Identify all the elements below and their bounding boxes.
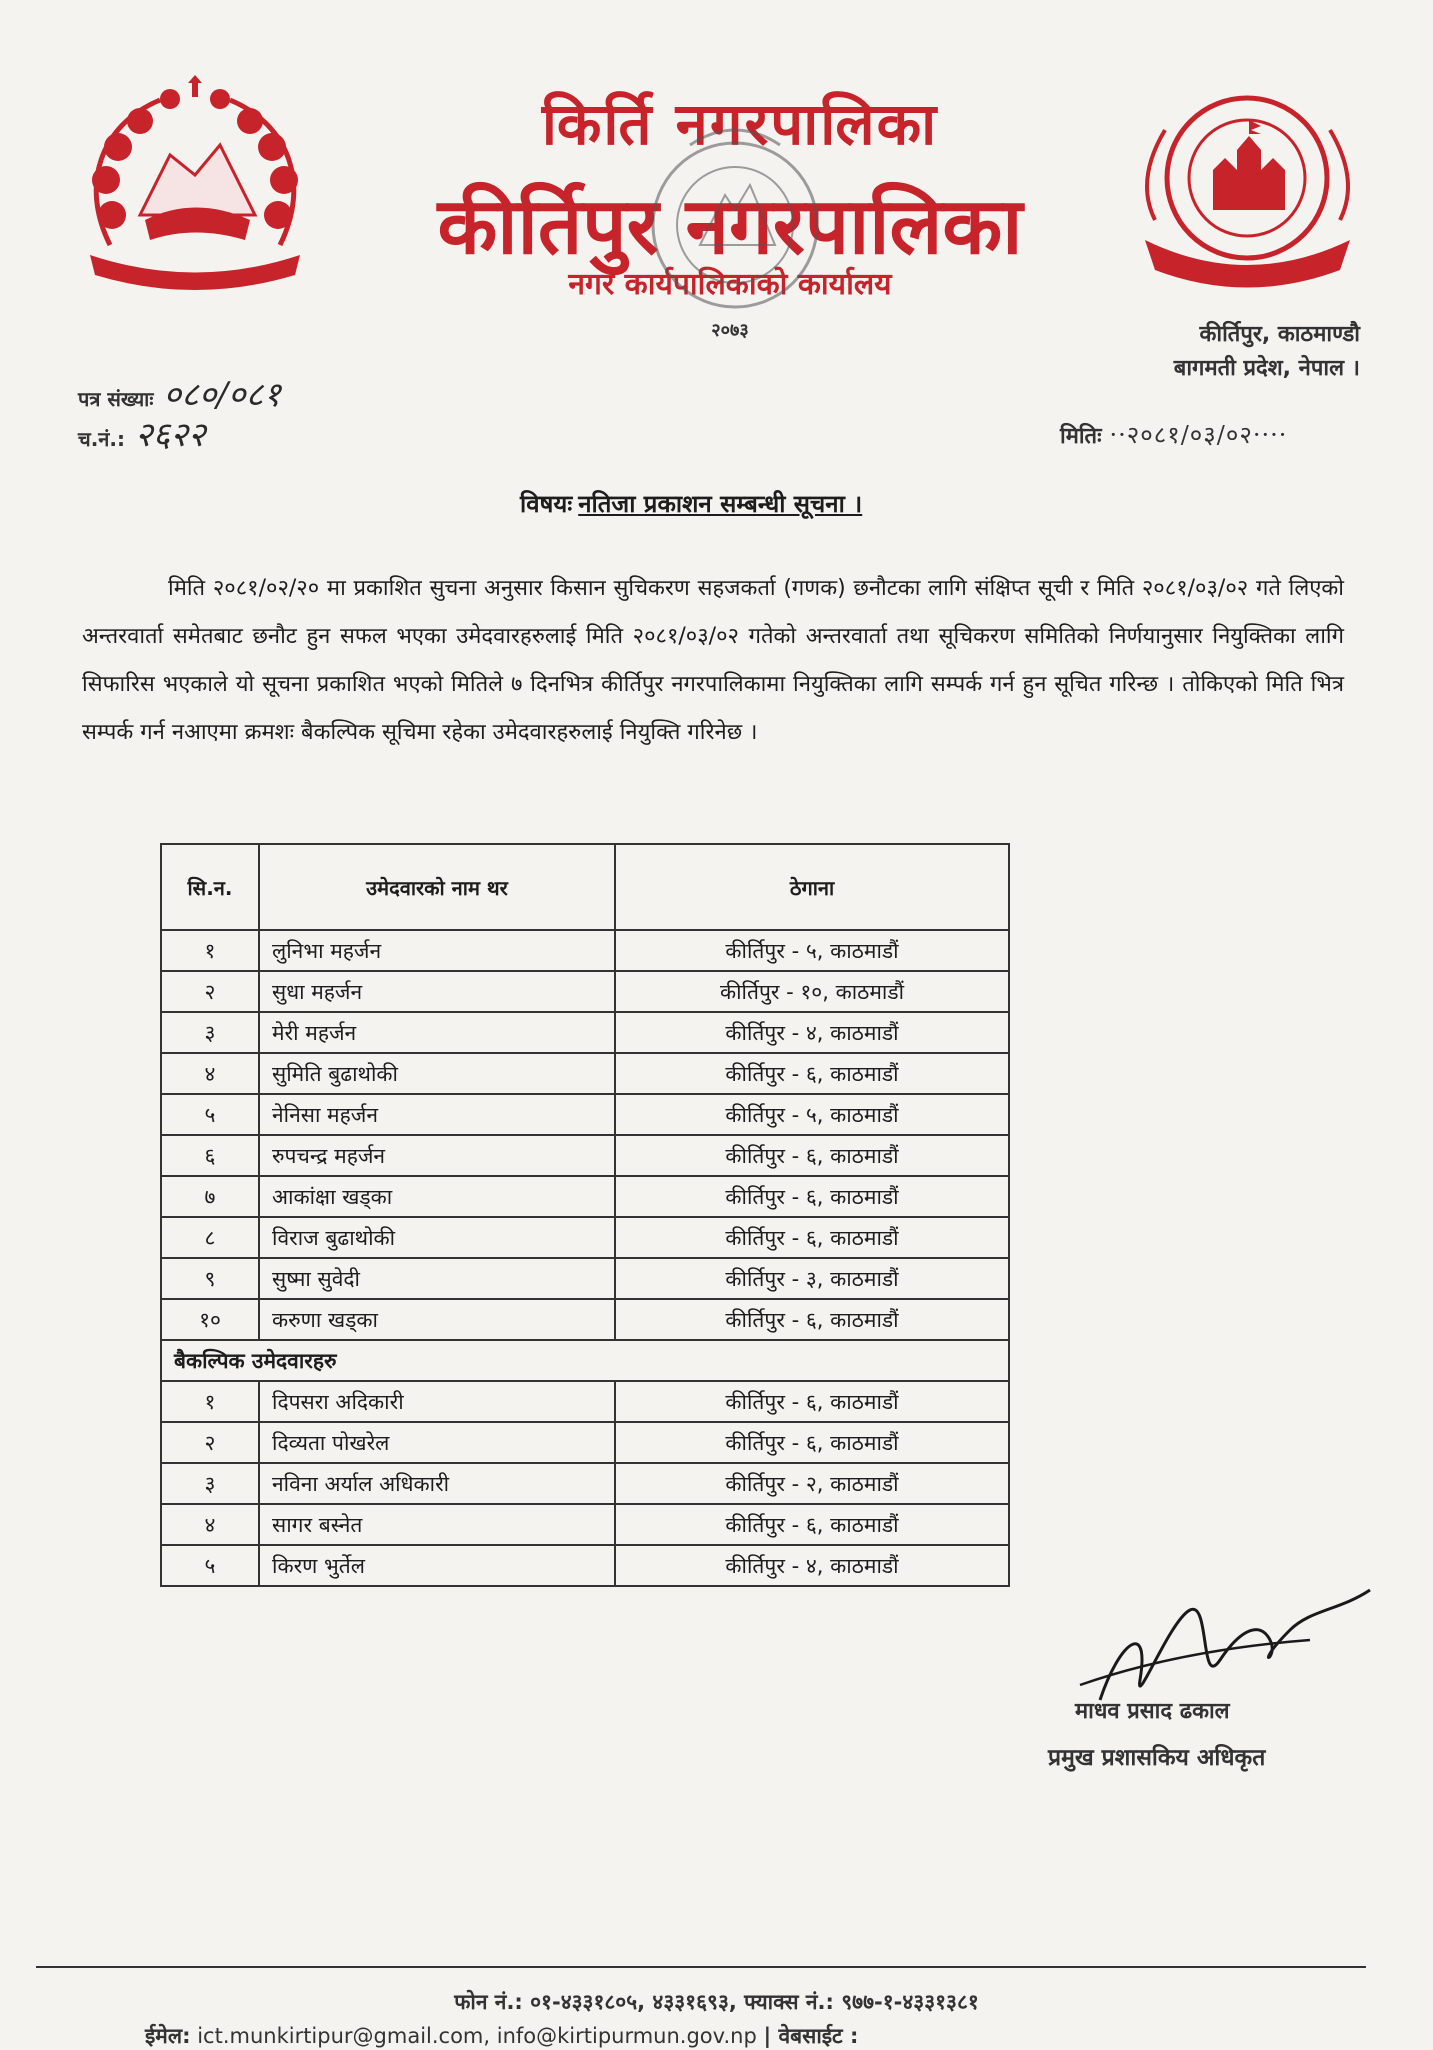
address-cell: कीर्तिपुर - ६, काठमाडौं [615, 1176, 1009, 1217]
candidate-name-cell: सुधा महर्जन [259, 971, 615, 1012]
footer-website-label: | वेबसाईट : [763, 2024, 859, 2048]
letter-number-label: पत्र संख्याः [78, 387, 154, 411]
footer-divider [36, 1966, 1366, 1968]
address-cell: कीर्तिपुर - ४, काठमाडौं [615, 1545, 1009, 1586]
table-row [161, 1135, 1009, 1176]
table-header-row [161, 844, 1009, 930]
alternate-group-label: बैकल्पिक उमेदवारहरु [161, 1340, 1009, 1381]
address-cell: कीर्तिपुर - ४, काठमाडौं [615, 1012, 1009, 1053]
table-row [161, 1545, 1009, 1586]
candidate-name-cell: किरण भुर्तेल [259, 1545, 615, 1586]
candidate-name-cell: दिव्यता पोखरेल [259, 1422, 615, 1463]
letter-number-value: ०८०/०८१ [163, 375, 281, 415]
serial-cell: ५ [161, 1094, 259, 1135]
kirtipur-municipality-logo-icon [1125, 90, 1370, 300]
address-cell: कीर्तिपुर - ३, काठमाडौं [615, 1258, 1009, 1299]
alternate-group-row [161, 1340, 1009, 1381]
serial-cell: ६ [161, 1135, 259, 1176]
nepal-emblem-icon [70, 75, 320, 295]
table-row [161, 1381, 1009, 1422]
footer-email-label: ईमेल: [145, 2024, 191, 2048]
notice-date [1060, 418, 1287, 451]
address-cell: कीर्तिपुर - ५, काठमाडौं [615, 1094, 1009, 1135]
address-cell: कीर्तिपुर - ६, काठमाडौं [615, 1135, 1009, 1176]
serial-cell: २ [161, 1422, 259, 1463]
candidate-name-cell: आकांक्षा खड्का [259, 1176, 615, 1217]
candidate-name-cell: रुपचन्द्र महर्जन [259, 1135, 615, 1176]
serial-cell: ३ [161, 1463, 259, 1504]
address-cell: कीर्तिपुर - ६, काठमाडौं [615, 1422, 1009, 1463]
serial-cell: १० [161, 1299, 259, 1340]
table-row [161, 1258, 1009, 1299]
address-cell: कीर्तिपुर - ६, काठमाडौं [615, 1053, 1009, 1094]
office-name: नगर कार्यपालिकाको कार्यालय [568, 267, 892, 302]
dispatch-number-value: २६२२ [135, 415, 206, 455]
established-year: २०७३ [711, 320, 749, 341]
date-label: मितिः [1060, 424, 1102, 449]
candidate-name-cell: सुमिति बुढाथोकी [259, 1053, 615, 1094]
results-table [160, 843, 1010, 1587]
municipality-title: कीर्तिपुर नगरपालिका [437, 182, 1023, 272]
table-row [161, 1504, 1009, 1545]
address-cell: कीर्तिपुर - ६, काठमाडौं [615, 1504, 1009, 1545]
table-row [161, 971, 1009, 1012]
serial-cell: ५ [161, 1545, 259, 1586]
serial-cell: ७ [161, 1176, 259, 1217]
footer-phone: फोन नं.: ०१-४३३१८०५, ४३३१६९३, फ्याक्स नं.: ९७७-१-४३३१३८१ [454, 1990, 979, 2014]
serial-cell: १ [161, 930, 259, 971]
table-row [161, 930, 1009, 971]
dispatch-number-label: च.नं.: [78, 427, 125, 451]
candidate-name-cell: मेरी महर्जन [259, 1012, 615, 1053]
office-location [1080, 318, 1360, 386]
notice-body: मिति २०८१/०२/२० मा प्रकाशित सुचना अनुसार किसान सुचिकरण सहजकर्ता (गणक) छनौटका लागि संक्षिप्त सूची र मिति २०८१/०३/०२ गते लिएको अन्तरवार्ता समेतबाट छनौट हुन सफल भएका उमेदवारहरुलाई मिति २०८१/०३/०२ गतेको अन्तरवार्ता तथा सूचिकरण समितिको निर्णयानुसार नियुक्तिका लागि सिफारिस भएकाले यो सूचना प्रकाशित भएको मितिले ७ दिनभित्र कीर्तिपुर नगरपालिकामा नियुक्तिका लागि सम्पर्क गर्न हुन सूचित गरिन्छ । तोकिएको मिति भित्र सम्पर्क गर्न नआएमा क्रमशः बैकल्पिक सूचिमा रहेका उमेदवारहरुलाई नियुक्ति गरिनेछ । [82, 576, 1344, 745]
table-row [161, 1422, 1009, 1463]
candidate-name-cell: लुनिभा महर्जन [259, 930, 615, 971]
candidate-name-cell: सुष्मा सुवेदी [259, 1258, 615, 1299]
table-row [161, 1463, 1009, 1504]
municipality-title-nepalbhasa: किर्ति नगरपालिका [541, 90, 939, 158]
signatory-name: माधव प्रसाद ढकाल [1075, 1699, 1230, 1724]
candidate-name-cell: नविना अर्याल अधिकारी [259, 1463, 615, 1504]
municipality-seal-icon [640, 115, 830, 335]
candidate-name-cell: विराज बुढाथोकी [259, 1217, 615, 1258]
candidate-name-cell: दिपसरा अदिकारी [259, 1381, 615, 1422]
office-province: बागमती प्रदेश, नेपाल । [1173, 356, 1360, 381]
address-cell: कीर्तिपुर - ५, काठमाडौं [615, 930, 1009, 971]
serial-cell: ४ [161, 1053, 259, 1094]
serial-cell: ४ [161, 1504, 259, 1545]
footer-email: ict.munkirtipur@gmail.com, info@kirtipurmun.gov.np [197, 2024, 757, 2048]
col-address-header: ठेगाना [615, 844, 1009, 930]
col-name-header: उमेदवारको नाम थर [259, 844, 615, 930]
table-row [161, 1094, 1009, 1135]
address-cell: कीर्तिपुर - १०, काठमाडौं [615, 971, 1009, 1012]
signature-scribble-icon [1060, 1580, 1380, 1710]
table-row [161, 1176, 1009, 1217]
footer-email-line [145, 2022, 858, 2050]
subject-text: नतिजा प्रकाशन सम्बन्धी सूचना । [578, 490, 863, 518]
address-cell: कीर्तिपुर - ६, काठमाडौं [615, 1381, 1009, 1422]
candidate-name-cell: नेनिसा महर्जन [259, 1094, 615, 1135]
table-row [161, 1217, 1009, 1258]
office-city: कीर्तिपुर, काठमाण्डौ [1199, 322, 1360, 347]
date-value: ··२०८१/०३/०२···· [1109, 421, 1288, 449]
subject-label: विषयः [520, 490, 573, 518]
address-cell: कीर्तिपुर - २, काठमाडौं [615, 1463, 1009, 1504]
signatory-title: प्रमुख प्रशासकिय अधिकृत [1048, 1745, 1266, 1771]
col-serial-header: सि.न. [161, 844, 259, 930]
dispatch-number [78, 410, 206, 456]
subject-line [520, 487, 862, 520]
candidate-name-cell: सागर बस्नेत [259, 1504, 615, 1545]
table-row [161, 1012, 1009, 1053]
serial-cell: ३ [161, 1012, 259, 1053]
candidate-name-cell: करुणा खड्का [259, 1299, 615, 1340]
serial-cell: ८ [161, 1217, 259, 1258]
table-row [161, 1053, 1009, 1094]
serial-cell: २ [161, 971, 259, 1012]
serial-cell: ९ [161, 1258, 259, 1299]
table-row [161, 1299, 1009, 1340]
address-cell: कीर्तिपुर - ६, काठमाडौं [615, 1217, 1009, 1258]
serial-cell: १ [161, 1381, 259, 1422]
address-cell: कीर्तिपुर - ६, काठमाडौं [615, 1299, 1009, 1340]
